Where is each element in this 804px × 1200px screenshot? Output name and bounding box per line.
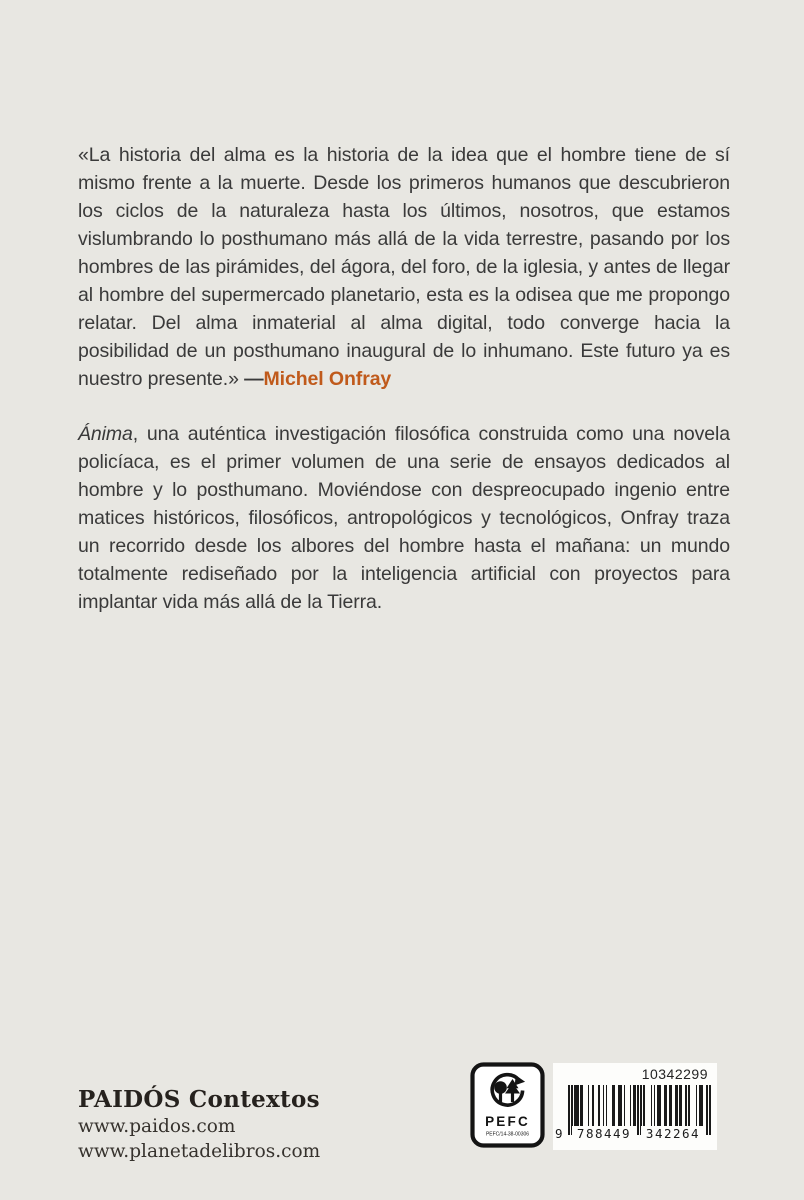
pefc-certification-badge (470, 1062, 545, 1148)
pefc-label: PEFC (485, 1114, 530, 1129)
synopsis-text: , una auténtica investigación filosófica construida como una novela policíaca, es el primer volumen de una serie de ensayos dedicados al hombre y lo posthumano. Moviéndose con despreocupado ingenio entre matices históricos, filosóficos, antropológicos y tecnológicos, Onfray traza un recorrido desde los albores del hombre hasta el mañana: un mundo totalmente rediseñado por la inteligencia artificial con proyectos para implantar vida más allá de la Tierra. (78, 423, 730, 613)
synopsis-paragraph (78, 420, 730, 616)
barcode-digit-group-1: 788449 (572, 1126, 636, 1141)
quote-text: «La historia del alma es la historia de la idea que el hombre tiene de sí mismo frente a la muerte. Desde los primeros humanos que descubrieron los ciclos de la naturaleza hasta los últimos, nosotros, que estamos vislumbrando lo posthumano más allá de la vida terrestre, pasando por los hombres de las pirámides, del ágora, del foro, de la iglesia, y antes de llegar al hombre del supermercado planetario, esta es la odisea que me propongo relatar. Del alma inmaterial al alma digital, todo converge hacia la posibilidad de un posthumano inaugural de lo inhumano. Este futuro ya es nuestro presente.» (78, 144, 730, 390)
barcode-digits (555, 1125, 715, 1140)
planetadelibros-website: www.planetadelibros.com (78, 1140, 321, 1162)
pefc-certificate-code: PEFC/14-38-00306 (485, 1131, 530, 1138)
collection-name: PAIDÓS Contextos (78, 1086, 320, 1113)
publisher-imprint (78, 1085, 320, 1164)
quote-paragraph (78, 141, 730, 393)
quote-author: Michel Onfray (263, 368, 392, 390)
ean13-barcode (555, 1085, 715, 1147)
publisher-website: www.paidos.com (78, 1116, 236, 1137)
barcode-digit-group-2: 342264 (641, 1126, 705, 1141)
barcode-digit-lead: 9 (555, 1126, 563, 1141)
book-title-italic: Ánima (78, 423, 133, 445)
isbn-barcode-panel (553, 1063, 717, 1150)
product-number: 10342299 (641, 1066, 708, 1082)
quote-attribution-dash: — (238, 368, 264, 390)
back-cover-copy (78, 141, 730, 616)
